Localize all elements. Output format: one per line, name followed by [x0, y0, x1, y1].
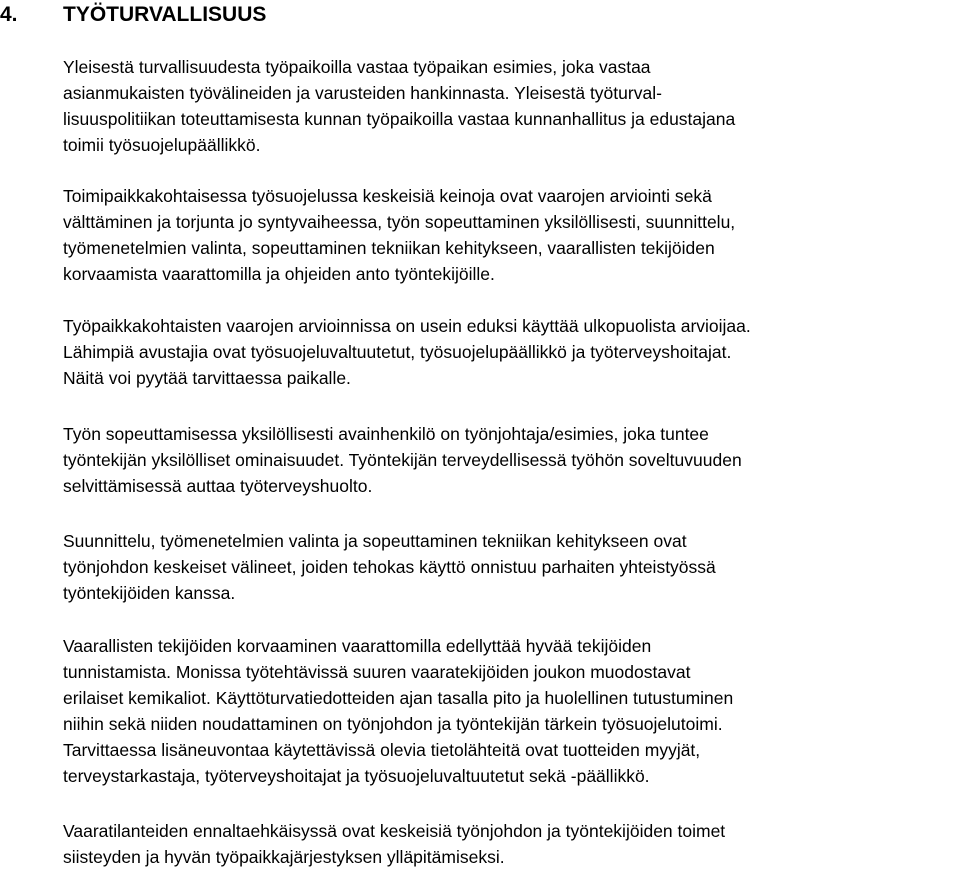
- paragraph-individual-adaptation: [63, 421, 742, 499]
- text-line: välttäminen ja torjunta jo syntyvaiheessa, työn sopeuttaminen yksilöllisesti, suunnittelu,: [63, 212, 736, 232]
- text-line: Tarvittaessa lisäneuvontaa käytettävissä olevia tietolähteitä ovat tuotteiden myyjät,: [63, 740, 701, 760]
- text-line: Vaaratilanteiden ennaltaehkäisyssä ovat keskeisiä työnjohdon ja työntekijöiden toimet: [63, 821, 726, 841]
- text-line: tunnistamista. Monissa työtehtävissä suuren vaaratekijöiden joukon muodostavat: [63, 662, 691, 682]
- text-line: Vaarallisten tekijöiden korvaaminen vaarattomilla edellyttää hyvää tekijöiden: [63, 636, 652, 656]
- section-number: 4.: [0, 3, 18, 26]
- text-line: korvaamista vaarattomilla ja ohjeiden anto työntekijöille.: [63, 264, 495, 284]
- text-line: Yleisestä turvallisuudesta työpaikoilla vastaa työpaikan esimies, joka vastaa: [63, 57, 651, 77]
- paragraph-workplace-safety: [63, 183, 735, 287]
- paragraph-responsibility: [63, 54, 735, 158]
- text-line: lisuuspolitiikan toteuttamisesta kunnan työpaikoilla vastaa kunnanhallitus ja edustajana: [63, 109, 736, 129]
- text-line: asianmukaisten työvälineiden ja varusteiden hankinnasta. Yleisestä työturval-: [63, 83, 662, 103]
- text-line: Työpaikkakohtaisten vaarojen arvioinnissa on usein eduksi käyttää ulkopuolista arvioijaa.: [63, 316, 751, 336]
- text-line: toimii työsuojelupäällikkö.: [63, 135, 261, 155]
- paragraph-risk-assessment: [63, 313, 751, 391]
- paragraph-hazard-replacement: [63, 633, 733, 789]
- text-line: Suunnittelu, työmenetelmien valinta ja sopeuttaminen tekniikan kehitykseen ovat: [63, 531, 687, 551]
- text-line: erilaiset kemikaliot. Käyttöturvatiedotteiden ajan tasalla pito ja huolellinen tutustuminen: [63, 688, 734, 708]
- text-line: Näitä voi pyytää tarvittaessa paikalle.: [63, 368, 351, 388]
- text-line: Työn sopeuttamisessa yksilöllisesti avainhenkilö on työnjohtaja/esimies, joka tuntee: [63, 424, 709, 444]
- text-line: työntekijän yksilölliset ominaisuudet. Työntekijän terveydellisessä työhön soveltuvuuden: [63, 450, 742, 470]
- text-line: selvittämisessä auttaa työterveyshuolto.: [63, 476, 373, 496]
- text-line: siisteyden ja hyvän työpaikkajärjestyksen ylläpitämiseksi.: [63, 847, 505, 867]
- text-line: työmenetelmien valinta, sopeuttaminen tekniikan kehitykseen, vaarallisten tekijöiden: [63, 238, 715, 258]
- text-line: työntekijöiden kanssa.: [63, 583, 236, 603]
- text-line: Lähimpiä avustajia ovat työsuojeluvaltuutetut, työsuojelupäällikkö ja työterveyshoitajat.: [63, 342, 732, 362]
- text-line: terveystarkastaja, työterveyshoitajat ja työsuojeluvaltuutetut sekä -päällikkö.: [63, 766, 650, 786]
- text-line: niihin sekä niiden noudattaminen on työnjohdon ja työntekijän tärkein työsuojelutoimi.: [63, 714, 723, 734]
- text-line: Toimipaikkakohtaisessa työsuojelussa keskeisiä keinoja ovat vaarojen arviointi sekä: [63, 186, 712, 206]
- section-title: TYÖTURVALLISUUS: [63, 3, 267, 26]
- text-line: työnjohdon keskeiset välineet, joiden tehokas käyttö onnistuu parhaiten yhteistyössä: [63, 557, 716, 577]
- paragraph-planning: [63, 528, 716, 606]
- paragraph-prevention: [63, 818, 725, 870]
